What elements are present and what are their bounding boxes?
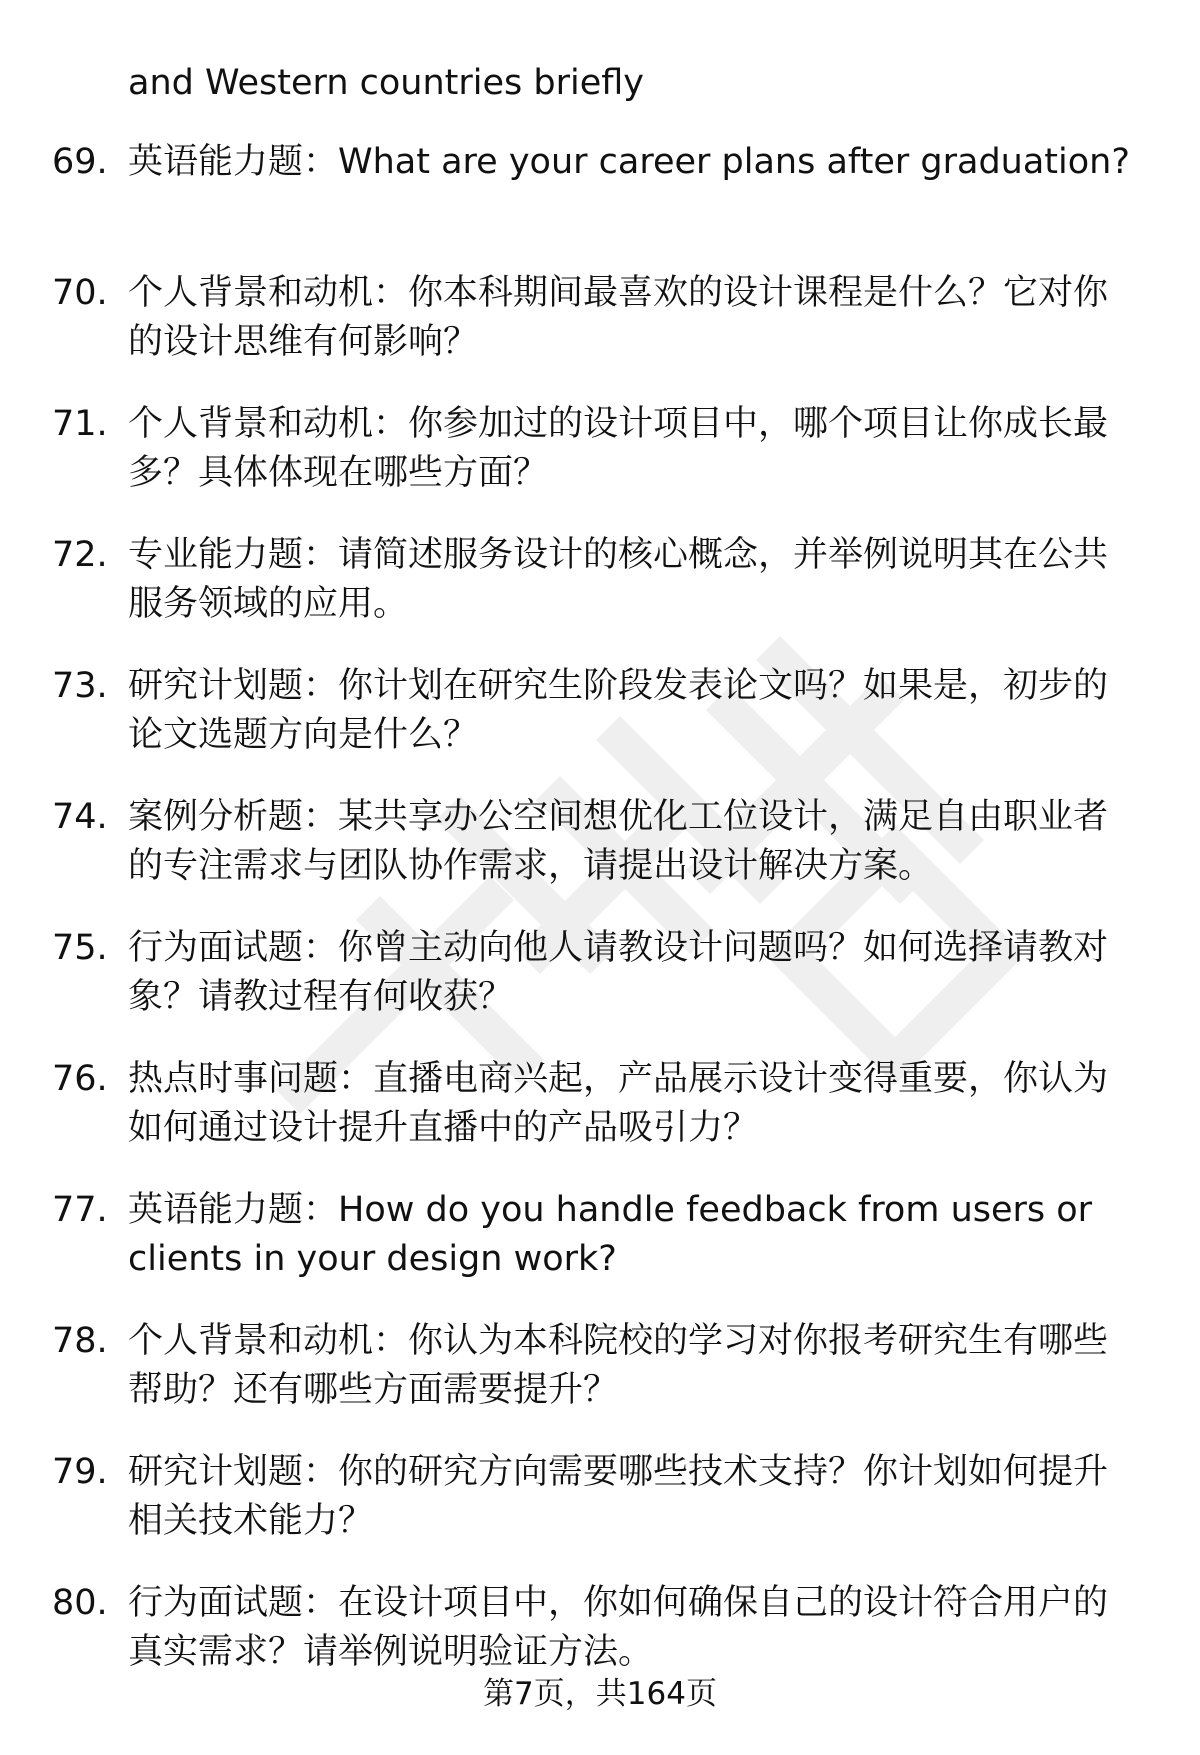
- question-number: 76.: [52, 1059, 108, 1099]
- question-number: 77.: [52, 1190, 108, 1230]
- question-item: [52, 1055, 1148, 1186]
- question-text: 研究计划题：你的研究方向需要哪些技术支持？你计划如何提升 相关技术能力？: [128, 1452, 1109, 1541]
- question-item: [52, 1448, 1148, 1579]
- question-number: 80.: [52, 1583, 108, 1623]
- question-item: [52, 924, 1148, 1055]
- question-item: [52, 269, 1148, 400]
- question-text: 热点时事问题：直播电商兴起，产品展示设计变得重要，你认为 如何通过设计提升直播中的产品吸引力？: [128, 1059, 1109, 1148]
- question-text: 案例分析题：某共享办公空间想优化工位设计，满足自由职业者 的专注需求与团队协作需求，请提出设计解决方案。: [128, 797, 1109, 886]
- question-number: 75.: [52, 928, 108, 968]
- question-text: 个人背景和动机：你认为本科院校的学习对你报考研究生有哪些 帮助？还有哪些方面需要提升？: [128, 1321, 1109, 1410]
- question-number: 72.: [52, 535, 108, 575]
- question-item: [52, 793, 1148, 924]
- question-text: 专业能力题：请简述服务设计的核心概念，并举例说明其在公共 服务领域的应用。: [128, 535, 1109, 624]
- question-text: 个人背景和动机：你本科期间最喜欢的设计课程是什么？它对你 的设计思维有何影响？: [128, 273, 1109, 362]
- question-number: 71.: [52, 404, 108, 444]
- question-item: [52, 531, 1148, 662]
- question-item: [52, 1186, 1148, 1317]
- question-number: 79.: [52, 1452, 108, 1492]
- question-item: [52, 1317, 1148, 1448]
- question-text: 行为面试题：在设计项目中，你如何确保自己的设计符合用户的 真实需求？请举例说明验证方法。: [128, 1583, 1109, 1672]
- question-text: 个人背景和动机：你参加过的设计项目中，哪个项目让你成长最 多？具体体现在哪些方面？: [128, 404, 1109, 493]
- question-list: [52, 138, 1148, 1710]
- question-text: 英语能力题：What are your career plans after graduation?: [128, 142, 1130, 182]
- question-number: 73.: [52, 666, 108, 706]
- page-footer: 第7页，共164页: [483, 1676, 717, 1712]
- question-number: 74.: [52, 797, 108, 837]
- question-text: 行为面试题：你曾主动向他人请教设计问题吗？如何选择请教对 象？请教过程有何收获？: [128, 928, 1109, 1017]
- question-text: 英语能力题：How do you handle feedback from users or clients in your design work?: [128, 1190, 1093, 1279]
- question-item: [52, 400, 1148, 531]
- question-text: 研究计划题：你计划在研究生阶段发表论文吗？如果是，初步的 论文选题方向是什么？: [128, 666, 1109, 755]
- question-number: 70.: [52, 273, 108, 313]
- question-number: 78.: [52, 1321, 108, 1361]
- question-item: [52, 662, 1148, 793]
- question-number: 69.: [52, 142, 108, 182]
- question-item: [52, 138, 1148, 269]
- carry-over-line: and Western countries briefly: [128, 63, 645, 103]
